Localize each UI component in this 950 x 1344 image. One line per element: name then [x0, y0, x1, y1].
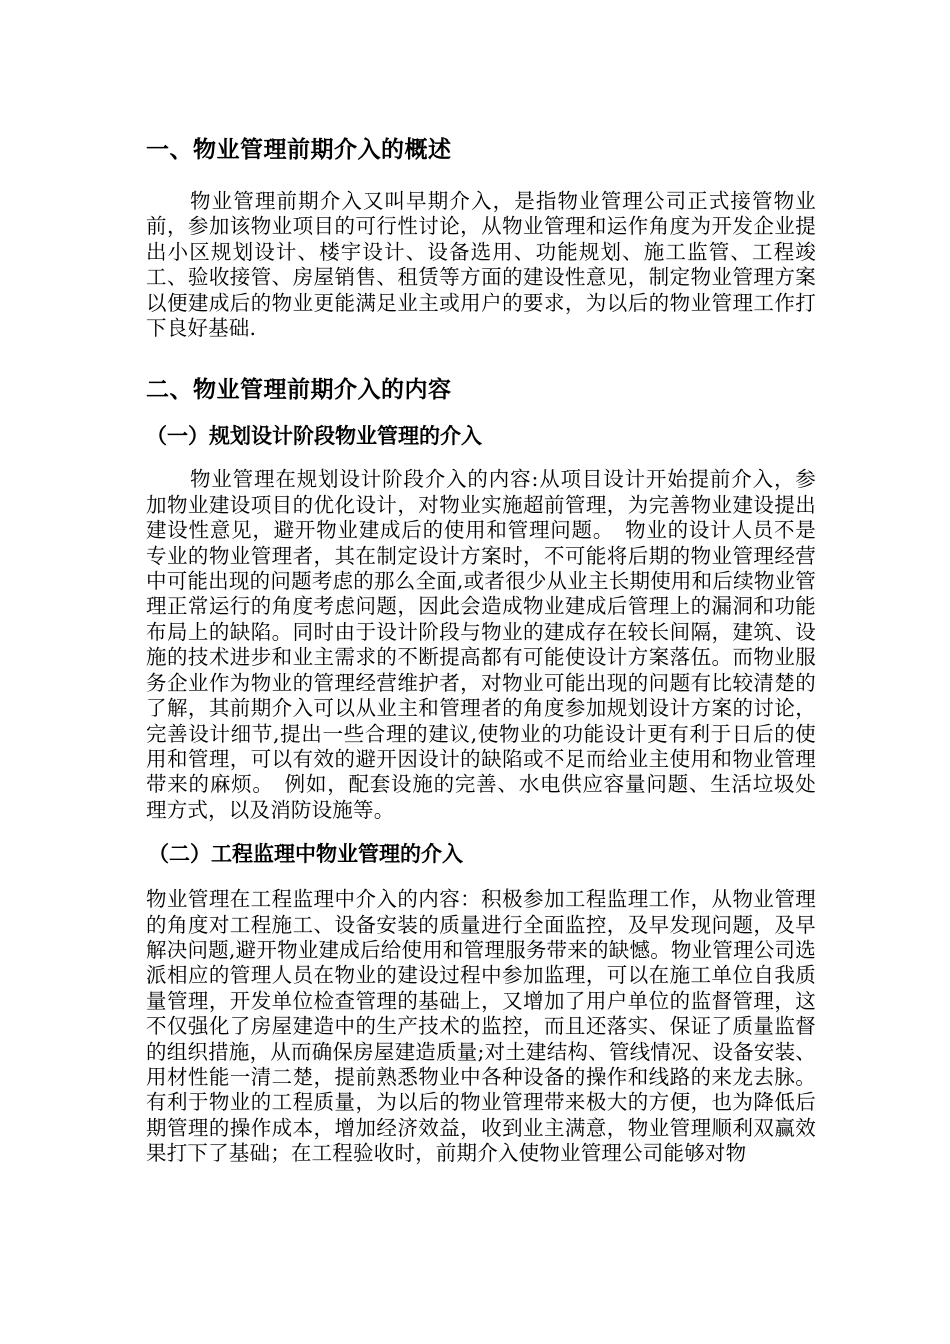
subsection-1-paragraph: 物业管理在规划设计阶段介入的内容:从项目设计开始提前介入，参加物业建设项目的优化设计，对物业实施超前管理，为完善物业建设提出建设性意见，避开物业建成后的使用和管理问题。 物业的设计人员不是专业的物业管理者，其在制定设计方案时，不可能将后期的物业管理经营中可能出现的问题考虑的那么全面,或者很少从业主长期使用和后续物业管理正常运行的角度考虑问题，因此会造成物业建成后管理上的漏洞和功能布局上的缺陷。同时由于设计阶段与物业的建成存在较长间隔，建筑、设施的技术进步和业主需求的不断提高都有可能使设计方案落伍。而物业服务企业作为物业的管理经营维护者，对物业可能出现的问题有比较清楚的了解，其前期介入可以从业主和管理者的角度参加规划设计方案的讨论，完善设计细节,提出一些合理的建议,使物业的功能设计更有利于日后的使用和管理，可以有效的避开因设计的缺陷或不足而给业主使用和物业管理带来的麻烦。 例如，配套设施的完善、水电供应容量问题、生活垃圾处理方式，以及消防设施等。 [146, 467, 816, 822]
section-2-heading: 二、物业管理前期介入的内容 [146, 377, 452, 404]
document-body [146, 133, 816, 1167]
section-1-paragraph: 物业管理前期介入又叫早期介入，是指物业管理公司正式接管物业前，参加该物业项目的可行性讨论，从物业管理和运作角度为开发企业提出小区规划设计、楼宇设计、设备选用、功能规划、施工监管、工程竣工、验收接管、房屋销售、租赁等方面的建设性意见，制定物业管理方案以便建成后的物业更能满足业主或用户的要求，为以后的物业管理工作打下良好基础. [146, 189, 816, 341]
subsection-2-heading: （二）工程监理中物业管理的介入 [148, 841, 463, 867]
subsection-2-paragraph: 物业管理在工程监理中介入的内容：积极参加工程监理工作，从物业管理的角度对工程施工、设备安装的质量进行全面监控，及早发现问题，及早解决问题,避开物业建成后给使用和管理服务带来的缺憾。物业管理公司选派相应的管理人员在物业的建设过程中参加监理，可以在施工单位自我质量管理，开发单位检查管理的基础上，又增加了用户单位的监督管理，这不仅强化了房屋建造中的生产技术的监控，而且还落实、保证了质量监督的组织措施，从而确保房屋建造质量;对土建结构、管线情况、设备安装、用材性能一清二楚，提前熟悉物业中各种设备的操作和线路的来龙去脉。有利于物业的工程质量，为以后的物业管理带来极大的方便，也为降低后期管理的操作成本，增加经济效益，收到业主满意，物业管理顺利双赢效果打下了基础；在工程验收时，前期介入使物业管理公司能够对物 [146, 887, 816, 1166]
section-1-heading: 一、物业管理前期介入的概述 [146, 137, 452, 163]
subsection-1-heading: （一）规划设计阶段物业管理的介入 [146, 423, 482, 449]
